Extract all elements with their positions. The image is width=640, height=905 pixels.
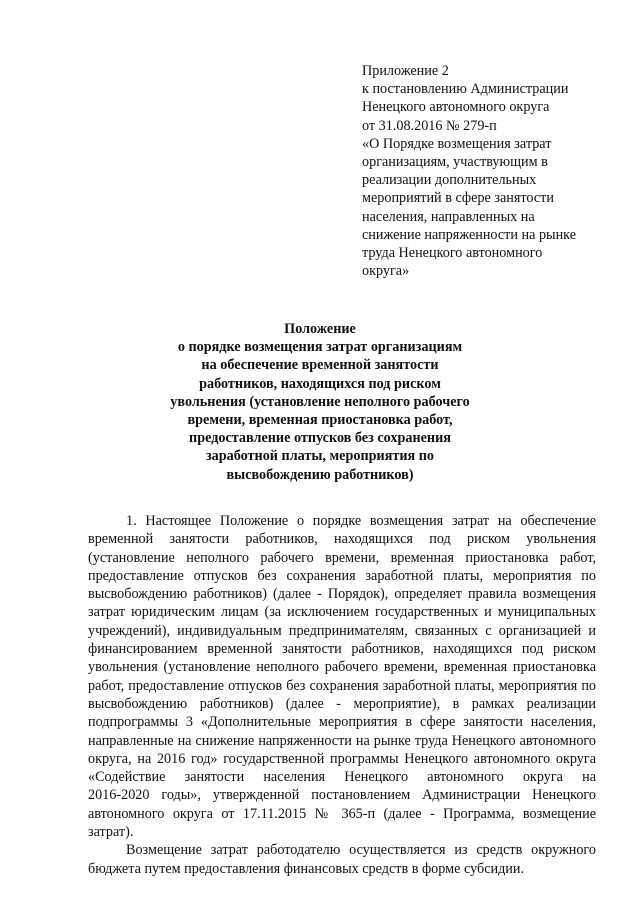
annex-line: от 31.08.2016 № 279-п: [362, 117, 497, 134]
paragraph-line: затрат юридическим лицам (за исключением государственных и муниципальных: [88, 604, 596, 621]
paragraph-1: [88, 512, 596, 841]
paragraph-line: направленные на снижение напряженности на рынке труда Ненецкого автономного: [88, 732, 596, 749]
paragraph-line: работ, предоставление отпусков без сохранения заработной платы, мероприятия по: [88, 677, 596, 694]
annex-line: к постановлению Администрации: [362, 81, 569, 98]
annex-line: снижение напряженности на рынке: [362, 226, 577, 243]
title-line: Положение: [284, 321, 356, 337]
paragraph-line: предоставление отпусков без сохранения заработной платы, мероприятия по: [88, 567, 596, 584]
paragraph-line: высвобождению работников) (далее - Порядок), определяет правила возмещения: [88, 586, 596, 603]
document-title: [120, 320, 520, 484]
title-line: увольнения (установление неполного рабочего: [170, 393, 470, 410]
paragraph-line: автономного округа от 17.11.2015 № 365-п (далее - Программа, возмещение: [88, 805, 596, 822]
paragraph-line: увольнения (установление неполного рабочего времени, временная приостановка: [88, 659, 596, 676]
paragraph-line: 1. Настоящее Положение о порядке возмещения затрат на обеспечение: [126, 513, 596, 529]
title-line: о порядке возмещения затрат организациям: [177, 339, 463, 356]
paragraph-line: учреждений), индивидуальным предпринимателям, связанных с организацией и: [88, 622, 596, 639]
paragraph-2: [88, 841, 596, 878]
title-line: на обеспечение временной занятости: [201, 357, 439, 374]
annex-line: организациям, участвующим в: [362, 154, 548, 171]
paragraph-line: округа, на 2016 год» государственной программы Ненецкого автономного округа: [88, 750, 596, 767]
annex-line: населения, направленных на: [362, 208, 535, 225]
paragraph-line: финансированием временной занятости работников, находящихся под риском: [88, 641, 596, 658]
title-line: времени, временная приостановка работ,: [187, 412, 453, 429]
annex-line: труда Ненецкого автономного: [362, 245, 543, 262]
paragraph-line: временной занятости работников, находящихся под риском увольнения: [88, 531, 596, 548]
paragraph-line: «Содействие занятости населения Ненецкого автономного округа на: [88, 769, 596, 786]
paragraph-line: затрат).: [88, 824, 134, 841]
paragraph-line: высвобождению работников) (далее - мероприятие), в рамках реализации: [88, 695, 596, 712]
title-line: предоставление отпусков без сохранения: [189, 430, 451, 447]
title-line: высвобождению работников): [226, 466, 414, 483]
paragraph-line: (установление неполного рабочего времени, временная приостановка работ,: [88, 549, 596, 566]
title-line: заработной платы, мероприятия по: [205, 448, 435, 465]
annex-header: [362, 62, 602, 280]
paragraph-line: Возмещение затрат работодателю осуществляется из средств окружного: [126, 842, 596, 859]
annex-line: Ненецкого автономного округа: [362, 99, 550, 116]
annex-line: мероприятий в сфере занятости: [362, 190, 554, 207]
annex-line: Приложение 2: [362, 63, 449, 79]
annex-line: округа»: [362, 263, 410, 280]
annex-line: «О Порядке возмещения затрат: [362, 135, 552, 152]
paragraph-line: 2016-2020 годы», утвержденной постановлением Администрации Ненецкого: [88, 787, 596, 804]
document-body: [88, 512, 596, 878]
annex-line: реализации дополнительных: [362, 172, 537, 189]
title-line: работников, находящихся под риском: [199, 375, 441, 392]
paragraph-line: бюджета путем предоставления финансовых средств в форме субсидии.: [88, 860, 525, 877]
paragraph-line: подпрограммы 3 «Дополнительные мероприятия в сфере занятости населения,: [88, 714, 596, 731]
